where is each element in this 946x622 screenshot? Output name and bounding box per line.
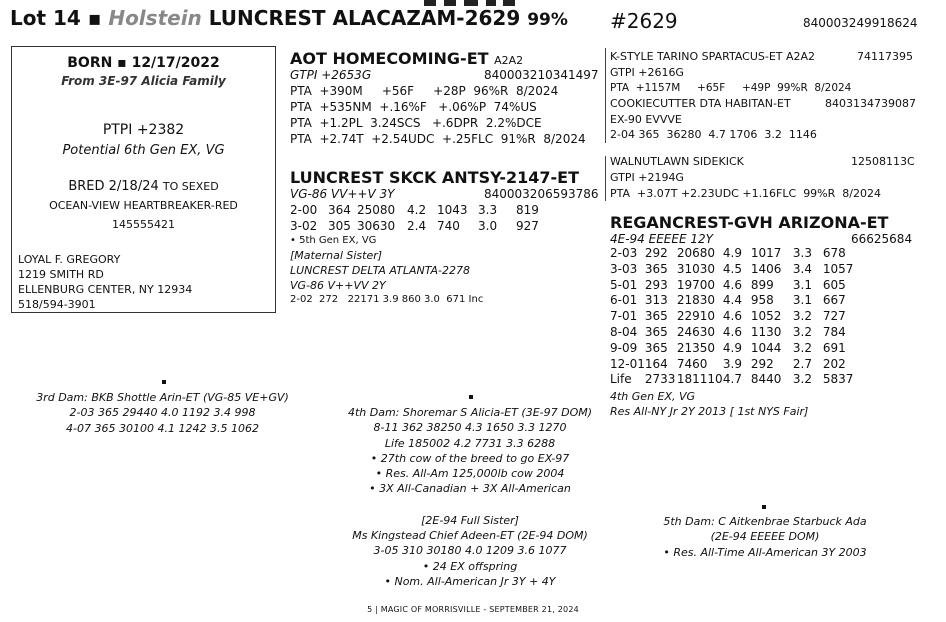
divider (605, 48, 606, 143)
sire-of-sire-id: 74117395 (857, 50, 913, 63)
sire-pta-line: PTA +1.2PL 3.24SCS +.6DPR 2.2%DCE (290, 116, 542, 130)
granddam-record-cell: 605 (822, 277, 846, 292)
dam-record-cell: 4.2 (407, 203, 427, 217)
granddam-record-cell: 31030 (676, 261, 716, 276)
granddam-record-cell: 5-01 (610, 277, 638, 292)
full-sister-line: 3-05 310 30180 4.0 1209 3.6 1077 (373, 544, 567, 558)
dam-record-cell: 819 (516, 203, 539, 217)
granddam-record-row (610, 293, 863, 309)
dos-record: 2-04 365 36280 4.7 1706 3.2 1146 (610, 128, 817, 141)
granddam-record-cell: 1406 (750, 261, 782, 276)
granddam-record-cell: 691 (822, 340, 846, 355)
granddam-record-cell: 1130 (750, 324, 782, 339)
granddam-record-cell: 2-03 (610, 246, 638, 260)
granddam-record-cell: 2.7 (792, 356, 812, 371)
granddam-records-table (610, 246, 863, 388)
owner-street: 1219 SMITH RD (18, 268, 104, 281)
granddam-record-cell: 202 (822, 356, 846, 371)
granddam-id: 66625684 (851, 232, 913, 246)
granddam-record-cell: 292 (750, 356, 774, 371)
info-box (11, 46, 276, 313)
fifth-dam-block (640, 514, 890, 560)
family-line: From 3E-97 Alicia Family (61, 74, 226, 88)
bullet-marker (469, 395, 473, 399)
fourth-dam-line: • 27th cow of the breed to go EX-97 (370, 451, 570, 465)
granddam-record-cell: 22910 (676, 309, 716, 324)
dam-record-cell: 2-00 (290, 203, 318, 217)
owner-name: LOYAL F. GREGORY (18, 253, 121, 266)
granddam-record-cell: 1017 (750, 246, 782, 260)
ptpi-value: PTPI +2382 (102, 122, 185, 138)
sire-pta-line: PTA +2.74T +2.54UDC +.25FLC 91%R 8/2024 (290, 132, 586, 146)
bred-date: BRED 2/18/24 (68, 179, 159, 194)
granddam-record-cell: 1044 (750, 340, 782, 355)
granddam-record-cell: 5837 (822, 372, 854, 387)
dam-record-cell: 740 (437, 219, 460, 233)
fourth-dam-line: • Res. All-Am 125,000lb cow 2004 (375, 467, 565, 481)
granddam-record-cell: 4.7 (722, 372, 742, 387)
granddam-record-cell: 20680 (676, 246, 716, 260)
sire-pta-line: PTA +535NM +.16%F +.06%P 74%US (290, 100, 537, 114)
sire-gtpi: GTPI +2653G (290, 68, 372, 82)
dam-of-sire-id: 840313473908​7 (825, 97, 916, 110)
granddam-record-row (610, 262, 863, 278)
third-dam-block (30, 390, 295, 436)
dam-record-cell: 2.4 (407, 219, 427, 233)
registration-id: 840003249918624 (803, 16, 918, 30)
ear-tag-number: #2629 (610, 9, 678, 33)
service-sire: OCEAN-VIEW HEARTBREAKER-RED (49, 199, 238, 212)
granddam-record-cell: 3.2 (792, 324, 812, 339)
animal-name: LUNCREST ALACAZAM-2629 (208, 6, 521, 30)
bullet-marker (162, 380, 166, 384)
granddam-record-cell: 3-03 (610, 261, 638, 276)
lot-number: Lot 14 ▪ (10, 6, 102, 30)
sos-gtpi: GTPI +2616G (610, 66, 684, 79)
granddam-record-cell: 784 (822, 324, 846, 339)
bullet-marker (762, 505, 766, 509)
fifth-dam-line: • Res. All-Time All-American 3Y 2003 (663, 545, 867, 559)
service-sire-id: 145555421 (112, 218, 175, 231)
full-sister-line: • Nom. All-American Jr 3Y + 4Y (384, 574, 556, 588)
granddam-record-cell: 8440 (750, 372, 782, 387)
breed-label: Holstein (108, 6, 202, 30)
owner-phone: 518/594-3901 (18, 298, 96, 311)
sire-pta-line: PTA +390M +56F +28P 96%R 8/2024 (290, 84, 559, 98)
fourth-dam-line: • 3X All-Canadian + 3X All-American (369, 482, 571, 496)
sire-code: A2A2 (494, 54, 524, 67)
dam-record-cell: 3.3 (478, 203, 498, 217)
full-sister-label: [2E-94 Full Sister] (421, 513, 519, 527)
granddam-name: REGANCREST-GVH ARIZONA-ET (610, 213, 889, 232)
full-sister-line: • 24 EX offspring (422, 559, 518, 573)
lot-header (10, 6, 568, 30)
fourth-dam-line: 8-11 362 38250 4.3 1650 3.3 1270 (373, 421, 567, 435)
granddam-class: 4E-94 EEEEE 12Y (610, 232, 713, 246)
bred-info (12, 179, 275, 194)
fifth-dam-title: 5th Dam: C Aitkenbrae Starbuck Ada (663, 515, 867, 528)
granddam-record-cell: 3.1 (792, 277, 812, 292)
granddam-record-cell: 7-01 (610, 309, 638, 324)
granddam-record-cell: 19700 (676, 277, 716, 292)
granddam-record-cell: 3.2 (792, 309, 812, 324)
page-footer: 5 | MAGIC OF MORRISVILLE - SEPTEMBER 21, 2024 (367, 605, 579, 614)
granddam-record-cell: 1057 (822, 261, 854, 276)
granddam-record-cell: 4.4 (722, 293, 742, 308)
dam-of-sire: COOKIECUTTER DTA HABITAN-ET (610, 97, 791, 110)
dam-record-cell: 25080 (357, 203, 396, 217)
mgs-id: 12508113C (851, 155, 915, 168)
granddam-record-row (610, 325, 863, 341)
granddam-record-cell: 6-01 (610, 293, 638, 308)
sire-id: 840003210341497 (484, 68, 599, 82)
maternal-sister-class: VG-86 V++VV 2Y (290, 279, 386, 292)
granddam-record-row (610, 278, 863, 294)
granddam-record-cell: 3.3 (792, 246, 812, 260)
granddam-award: Res All-NY Jr 2Y 2013 [ 1st NYS Fair] (610, 405, 809, 418)
granddam-record-cell: 365 (644, 340, 668, 355)
fourth-dam-block (330, 405, 610, 589)
dam-gen-note: • 5th Gen EX, VG (290, 235, 377, 246)
granddam-record-cell: Life (610, 372, 632, 387)
granddam-record-cell: 292 (644, 246, 668, 260)
granddam-record-cell: 4.9 (722, 340, 742, 355)
bred-to: TO SEXED (162, 180, 219, 193)
fifth-dam-line: (2E-94 EEEEE DOM) (710, 530, 820, 544)
granddam-record-cell: 3.2 (792, 340, 812, 355)
divider (605, 156, 606, 201)
granddam-record-cell: 3.9 (722, 356, 742, 371)
granddam-record-cell: 365 (644, 309, 668, 324)
third-dam-record: 4-07 365 30100 4.1 1242 3.5 1062 (66, 421, 259, 435)
granddam-record-cell: 2733 (644, 372, 676, 387)
granddam-record-cell: 181110 (676, 372, 723, 387)
granddam-record-cell: 7460 (676, 356, 708, 371)
dam-classification: VG-86 VV++V 3Y (290, 187, 395, 201)
granddam-record-cell: 3.1 (792, 293, 812, 308)
granddam-record-cell: 164 (644, 356, 668, 371)
dam-record-cell: 364 (328, 203, 351, 217)
dam-name: LUNCREST SKCK ANTSY-2147-ET (290, 168, 580, 187)
granddam-record-row (610, 357, 863, 373)
potential-note: Potential 6th Gen EX, VG (62, 143, 225, 158)
mgs-name: WALNUTLAWN SIDEKICK (610, 155, 744, 168)
granddam-record-cell: 958 (750, 293, 774, 308)
granddam-record-cell: 4.5 (722, 261, 742, 276)
granddam-record-row (610, 309, 863, 325)
mgs-gtpi: GTPI +2194G (610, 171, 684, 184)
genomic-percent: 99% (527, 10, 568, 30)
third-dam-title: 3rd Dam: BKB Shottle Arin-ET (VG-85 VE+GV) (36, 391, 289, 404)
granddam-record-cell: 21350 (676, 340, 716, 355)
granddam-record-row (610, 246, 863, 262)
maternal-sister-label: [Maternal Sister] (290, 249, 383, 262)
granddam-record-cell: 4.6 (722, 309, 742, 324)
granddam-record-cell: 9-09 (610, 340, 638, 355)
third-dam-record: 2-03 365 29440 4.0 1192 3.4 998 (69, 406, 256, 420)
granddam-record-cell: 8-04 (610, 324, 638, 339)
granddam-record-cell: 4.6 (722, 324, 742, 339)
granddam-record-cell: 21830 (676, 293, 716, 308)
sire-name: AOT HOMECOMING-ET A2A2 (290, 49, 524, 68)
fourth-dam-title: 4th Dam: Shoremar S Alicia-ET (3E-97 DOM) (347, 406, 593, 419)
granddam-record-cell: 293 (644, 277, 668, 292)
granddam-record-cell: 24630 (676, 324, 716, 339)
granddam-record-cell: 1052 (750, 309, 782, 324)
mgs-pta: PTA +3.07T +2.23UDC +1.16FLC 99%R 8/2024 (610, 187, 881, 200)
granddam-record-cell: 365 (644, 261, 668, 276)
granddam-record-cell: 12-01 (610, 356, 645, 371)
dam-record-cell: 30630 (357, 219, 396, 233)
granddam-record-cell: 4.9 (722, 246, 742, 260)
birth-date: BORN ▪ 12/17/2022 (67, 55, 220, 71)
granddam-record-cell: 899 (750, 277, 774, 292)
granddam-record-cell: 365 (644, 324, 668, 339)
dam-id: 840003206593786 (484, 187, 599, 201)
sire-of-sire: K-STYLE TARINO SPARTACUS-ET A2A2 (610, 50, 816, 63)
granddam-record-cell: 678 (822, 246, 846, 260)
dam-record-cell: 3.0 (478, 219, 498, 233)
granddam-record-row (610, 372, 863, 388)
dos-classification: EX-90 EVVVE (610, 113, 682, 126)
sos-pta: PTA +1157M +65F +49P 99%R 8/2024 (610, 82, 852, 94)
maternal-sister-name: LUNCREST DELTA ATLANTA-2278 (290, 264, 470, 277)
granddam-record-row (610, 341, 863, 357)
dam-record-cell: 927 (516, 219, 539, 233)
dam-record-cell: 305 (328, 219, 351, 233)
granddam-record-cell: 3.4 (792, 261, 812, 276)
granddam-record-cell: 667 (822, 293, 846, 308)
full-sister-title: Ms Kingstead Chief Adeen-ET (2E-94 DOM) (352, 529, 588, 543)
owner-city: ELLENBURG CENTER, NY 12934 (18, 283, 193, 296)
granddam-record-cell: 4.6 (722, 277, 742, 292)
granddam-record-cell: 3.2 (792, 372, 812, 387)
fourth-dam-line: Life 185002 4.2 7731 3.3 6288 (384, 436, 556, 450)
granddam-record-cell: 727 (822, 309, 846, 324)
granddam-gen-note: 4th Gen EX, VG (610, 390, 696, 403)
dam-record-cell: 3-02 (290, 219, 318, 233)
granddam-record-cell: 313 (644, 293, 668, 308)
dam-record-cell: 1043 (437, 203, 468, 217)
maternal-sister-record: 2-02 272 22171 3.9 860 3.0 671 Inc (290, 294, 484, 305)
